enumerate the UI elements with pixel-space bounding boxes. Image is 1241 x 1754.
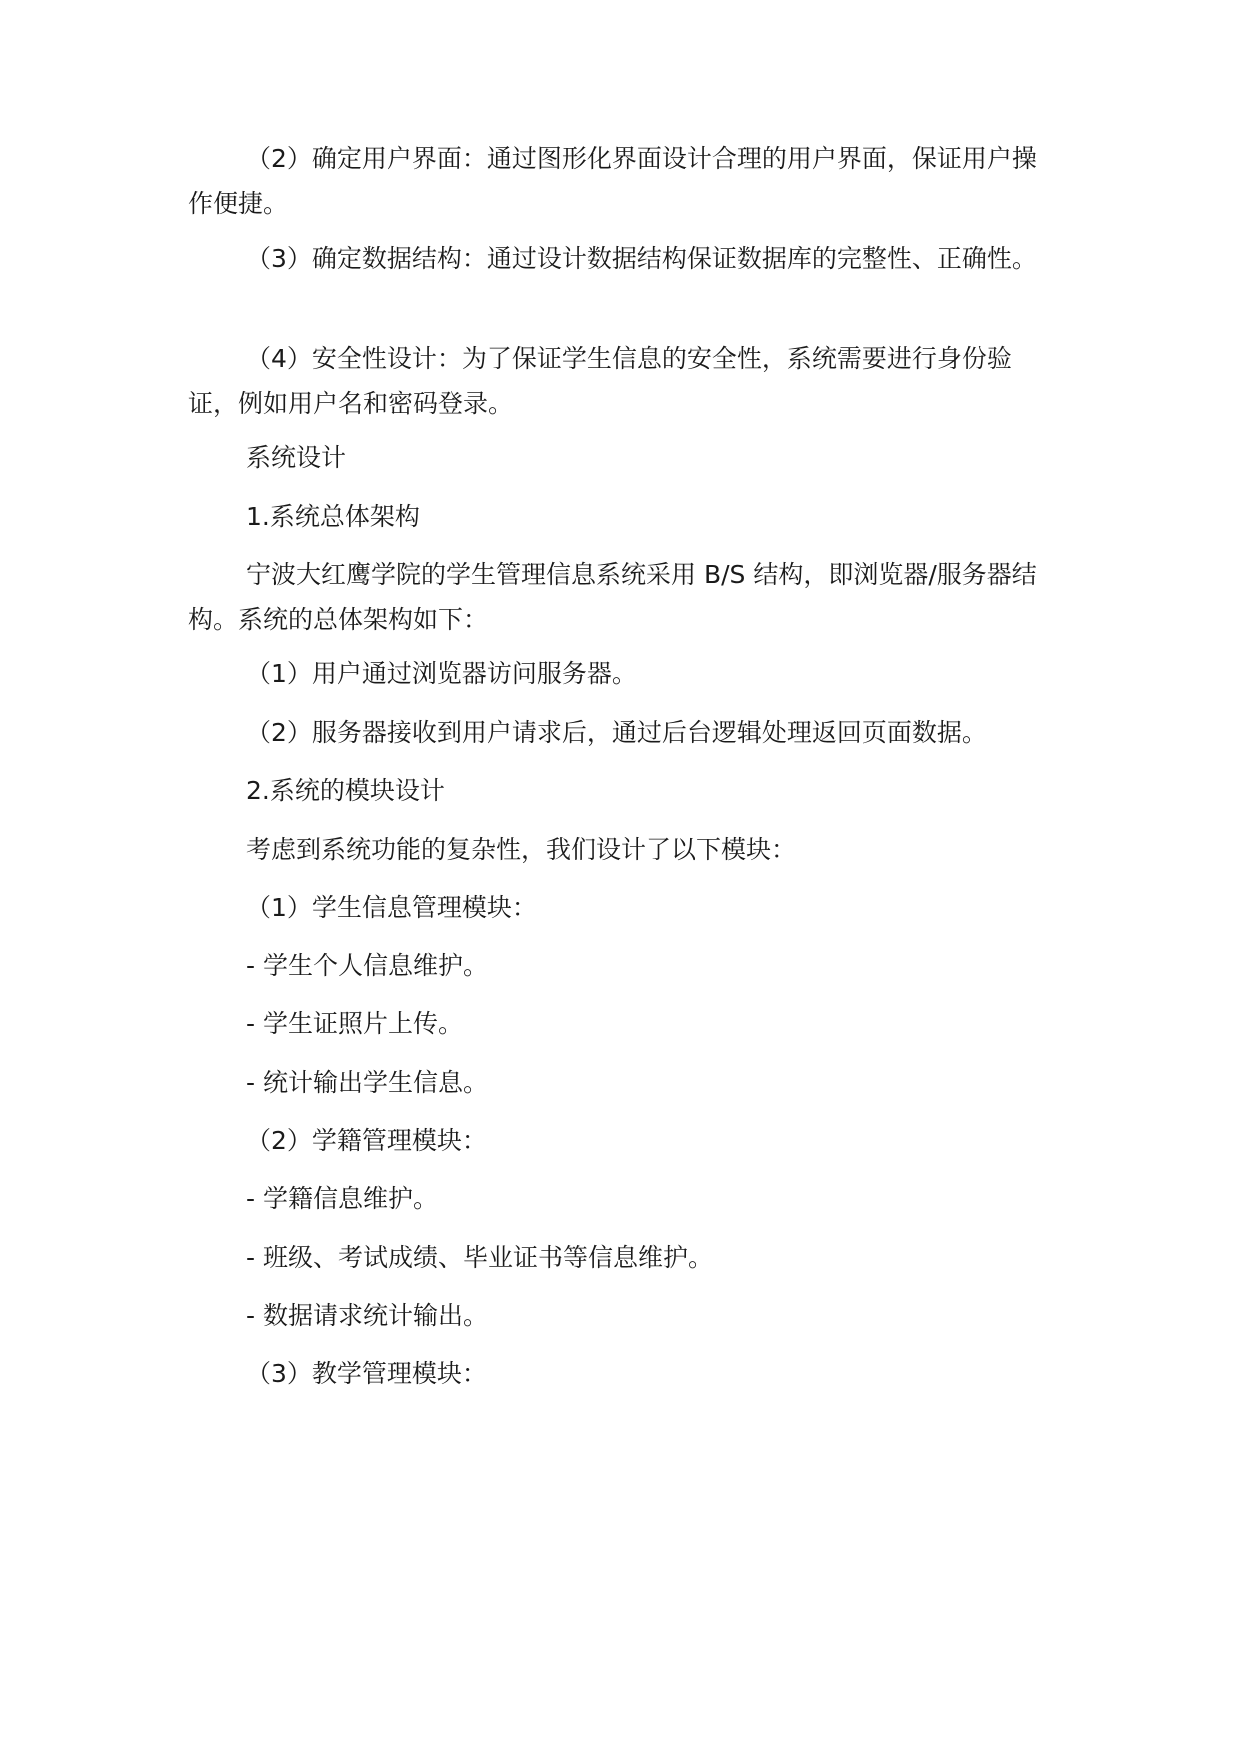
paragraph-architecture-intro: 宁波大红鹰学院的学生管理信息系统采用 B/S 结构，即浏览器/服务器结构。系统的总体架构如下： [188,560,1037,634]
paragraph-security-design: （4）安全性设计：为了保证学生信息的安全性，系统需要进行身份验证，例如用户名和密码登录。 [188,344,1012,418]
list-item-server-processing: （2）服务器接收到用户请求后，通过后台逻辑处理返回页面数据。 [246,718,987,747]
list-item: - 数据请求统计输出。 [246,1301,488,1330]
document-page [188,0,1054,1754]
heading-overall-architecture: 1.系统总体架构 [246,502,420,531]
heading-enrollment-module: （2）学籍管理模块： [246,1126,487,1155]
paragraph-user-interface: （2）确定用户界面：通过图形化界面设计合理的用户界面，保证用户操作便捷。 [188,144,1037,218]
heading-teaching-module: （3）教学管理模块： [246,1359,487,1388]
heading-system-design: 系统设计 [246,443,347,472]
list-item: - 学籍信息维护。 [246,1184,438,1213]
list-item: - 统计输出学生信息。 [246,1068,488,1097]
list-item: - 学生个人信息维护。 [246,951,488,980]
paragraph-module-intro: 考虑到系统功能的复杂性，我们设计了以下模块： [246,835,797,864]
heading-student-info-module: （1）学生信息管理模块： [246,893,537,922]
heading-module-design: 2.系统的模块设计 [246,776,445,805]
list-item: - 班级、考试成绩、毕业证书等信息维护。 [246,1243,713,1272]
paragraph-data-structure: （3）确定数据结构：通过设计数据结构保证数据库的完整性、正确性。 [246,244,1037,273]
list-item-browser-access: （1）用户通过浏览器访问服务器。 [246,659,637,688]
list-item: - 学生证照片上传。 [246,1009,463,1038]
